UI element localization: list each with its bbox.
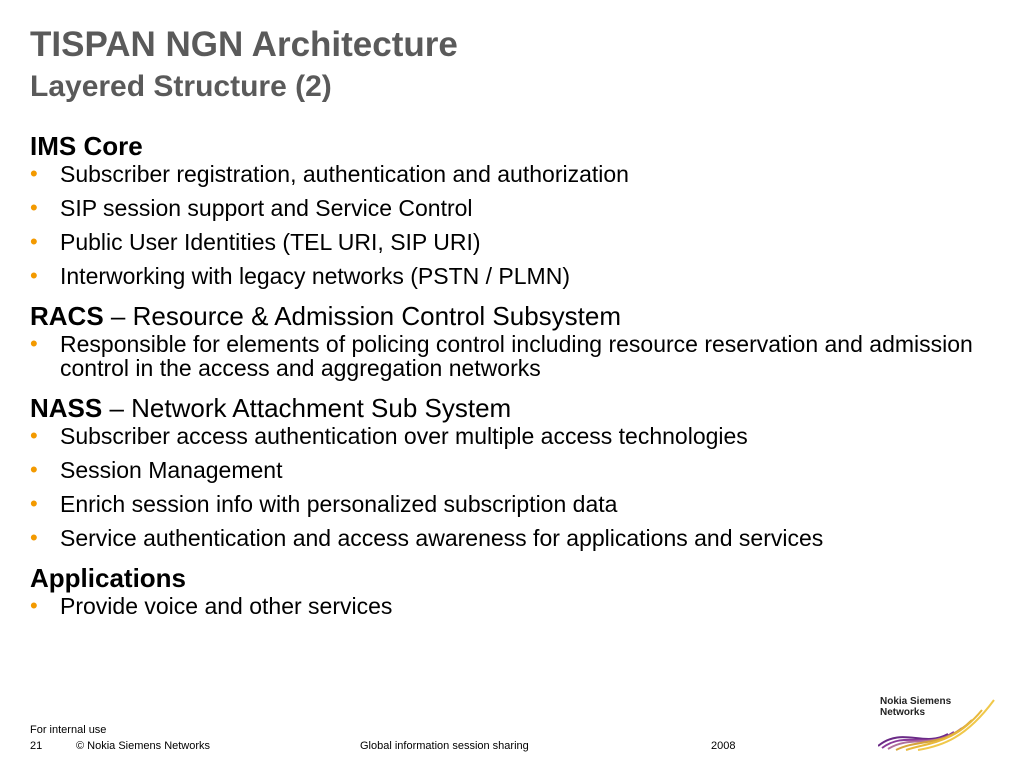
- footer-internal-use: For internal use: [30, 724, 107, 736]
- logo-line-1: Nokia Siemens: [880, 696, 952, 707]
- footer-event: Global information session sharing: [360, 740, 529, 752]
- section-heading: [30, 390, 990, 424]
- section-heading-bold: RACS: [30, 301, 104, 331]
- slide-subtitle: Layered Structure (2): [30, 70, 332, 103]
- section-ims-core: [30, 128, 990, 288]
- company-logo: [878, 696, 998, 752]
- section-heading: [30, 128, 990, 162]
- section-applications: [30, 560, 990, 618]
- bullet-item: [30, 264, 990, 288]
- section-racs: [30, 298, 990, 380]
- bullet-text: Responsible for elements of policing control including resource reservation and admission control in the access and aggregation networks: [60, 331, 973, 381]
- bullet-item: [30, 594, 990, 618]
- section-heading-bold: Applications: [30, 563, 187, 593]
- bullet-icon: •: [30, 491, 38, 516]
- bullet-icon: •: [30, 161, 38, 186]
- footer-copyright: © Nokia Siemens Networks: [76, 740, 211, 752]
- bullet-icon: •: [30, 593, 38, 618]
- section-heading-rest: – Network Attachment Sub System: [102, 393, 512, 423]
- section-heading-rest: – Resource & Admission Control Subsystem: [103, 301, 622, 331]
- bullet-item: [30, 162, 990, 186]
- bullet-icon: •: [30, 263, 38, 288]
- bullet-item: [30, 526, 990, 550]
- section-nass: [30, 390, 990, 550]
- bullet-item: [30, 458, 990, 482]
- bullet-item: [30, 196, 990, 220]
- bullet-text: Enrich session info with personalized subscription data: [60, 491, 618, 517]
- bullet-text: Subscriber registration, authentication and authorization: [60, 161, 629, 187]
- bullet-list: [30, 594, 990, 618]
- bullet-list: [30, 424, 990, 550]
- section-heading: [30, 298, 990, 332]
- slide-content: [30, 128, 990, 628]
- section-heading-bold: NASS: [30, 393, 103, 423]
- bullet-icon: •: [30, 423, 38, 448]
- slide-title: TISPAN NGN Architecture: [30, 25, 458, 64]
- bullet-text: Subscriber access authentication over multiple access technologies: [60, 423, 748, 449]
- bullet-icon: •: [30, 525, 38, 550]
- bullet-text: Provide voice and other services: [60, 593, 393, 619]
- bullet-icon: •: [30, 331, 38, 356]
- bullet-item: [30, 332, 990, 380]
- bullet-list: [30, 162, 990, 288]
- bullet-list: [30, 332, 990, 380]
- section-heading: [30, 560, 990, 594]
- bullet-item: [30, 230, 990, 254]
- footer-year: 2008: [711, 740, 736, 752]
- bullet-icon: •: [30, 457, 38, 482]
- footer-page-number: 21: [30, 740, 43, 752]
- bullet-item: [30, 492, 990, 516]
- bullet-text: Session Management: [60, 457, 283, 483]
- bullet-text: Service authentication and access awareness for applications and services: [60, 525, 824, 551]
- bullet-icon: •: [30, 229, 38, 254]
- bullet-text: SIP session support and Service Control: [60, 195, 473, 221]
- section-heading-bold: IMS Core: [30, 131, 143, 161]
- bullet-icon: •: [30, 195, 38, 220]
- bullet-text: Public User Identities (TEL URI, SIP URI): [60, 229, 481, 255]
- bullet-text: Interworking with legacy networks (PSTN / PLMN): [60, 263, 570, 289]
- bullet-item: [30, 424, 990, 448]
- logo-line-2: Networks: [880, 707, 926, 718]
- logo-wave-icon: [878, 696, 998, 752]
